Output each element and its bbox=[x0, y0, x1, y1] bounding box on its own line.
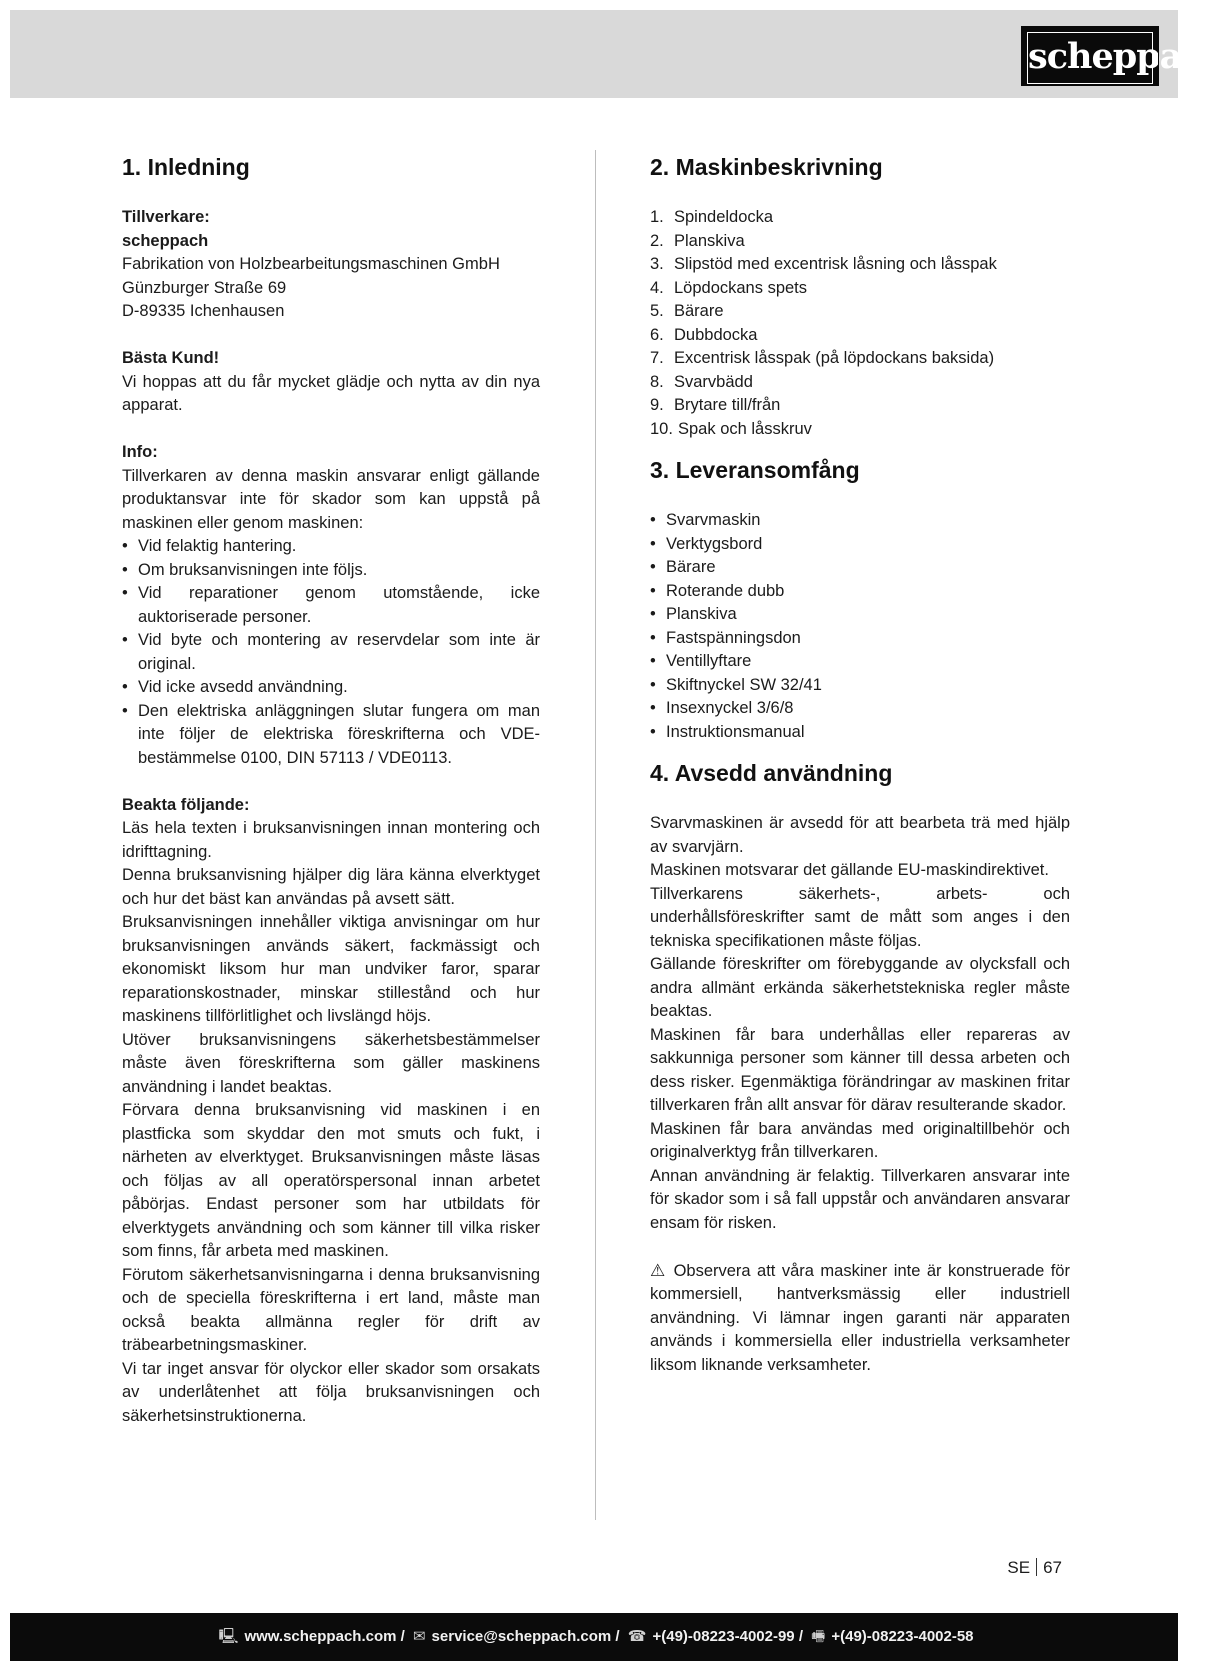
info-block bbox=[122, 441, 540, 770]
delivery-list bbox=[650, 509, 1070, 744]
use-paragraph: Maskinen får bara underhållas eller repareras av sakkunniga personer som känner till dessa arbeten och dess risker. Egenmäktiga förändringar av maskinen fritar tillverkaren från allt ansvar för därav resulterande skador. bbox=[650, 1025, 1070, 1114]
manufacturer-block bbox=[122, 206, 540, 324]
left-column bbox=[122, 150, 540, 1452]
list-item: 8. Svarvbädd bbox=[650, 372, 753, 391]
list-item: • Insexnyckel 3/6/8 bbox=[650, 697, 1070, 721]
footer-email: service@scheppach.com / bbox=[431, 1628, 620, 1645]
list-item: 9. Brytare till/från bbox=[650, 396, 781, 414]
list-item: • Ventillyftare bbox=[650, 650, 1070, 674]
use-paragraph: Svarvmaskinen är avsedd för att bearbeta trä med hjälp av svarvjärn. bbox=[650, 814, 1070, 856]
note-block bbox=[122, 794, 540, 1429]
right-column bbox=[650, 150, 1070, 1377]
manufacturer-company: Fabrikation von Holzbearbeitungsmaschinen GmbH bbox=[122, 255, 500, 273]
manufacturer-street: Günzburger Straße 69 bbox=[122, 278, 287, 297]
footer-website: www.scheppach.com / bbox=[244, 1628, 405, 1645]
warning-icon: ⚠ bbox=[650, 1260, 668, 1280]
mail-icon: ✉ bbox=[412, 1628, 426, 1645]
note-paragraph: Vi tar inget ansvar för olyckor eller skador som orsakats av underlåtenhet att följa bruksanvisningen och säkerhetsinstruktionerna. bbox=[122, 1359, 540, 1425]
section-heading-intended-use: 4. Avsedd användning bbox=[650, 760, 893, 786]
greeting-text: Vi hoppas att du får mycket glädje och nytta av din nya apparat. bbox=[122, 372, 540, 414]
page-number-value: 67 bbox=[1043, 1558, 1062, 1577]
warning-text: Observera att våra maskiner inte är konstruerade för kommersiell, hantverksmässig eller industriell användning. Vi lämnar ingen garanti när apparaten används i kommersiella eller industriella verksamheter liksom liknande verksamheter. bbox=[650, 1261, 1070, 1374]
list-item: 3. Slipstöd med excentrisk låsning och låsspak bbox=[650, 255, 997, 273]
intended-use-block bbox=[650, 812, 1070, 1235]
list-item: • Fastspänningsdon bbox=[650, 627, 1070, 651]
list-item: • Vid icke avsedd användning. bbox=[122, 676, 540, 700]
fax-icon: 🖷 bbox=[811, 1628, 826, 1645]
manufacturer-label: Tillverkare: bbox=[122, 208, 210, 226]
greeting-block bbox=[122, 347, 540, 418]
page-number bbox=[1007, 1558, 1062, 1578]
list-item: • Om bruksanvisningen inte följs. bbox=[122, 559, 540, 583]
warning-note bbox=[650, 1259, 1070, 1378]
info-list bbox=[122, 535, 540, 770]
note-paragraph: Bruksanvisningen innehåller viktiga anvisningar om hur bruksanvisningen används säkert, fackmässigt och ekonomiskt liksom hur man undviker faror, sparar reparationskostnader, minskar stillestånd och hur maskinens tillförlitlighet och livslängd höjs. bbox=[122, 913, 540, 1025]
section-heading-introduction: 1. Inledning bbox=[122, 154, 250, 180]
list-item: 2. Planskiva bbox=[650, 231, 745, 250]
list-item: • Skiftnyckel SW 32/41 bbox=[650, 674, 1070, 698]
page-language: SE bbox=[1007, 1558, 1031, 1577]
page-header bbox=[10, 10, 1226, 98]
note-paragraph: Utöver bruksanvisningens säkerhetsbestämmelser måste även föreskrifterna som gäller maskinens användning i landet beaktas. bbox=[122, 1030, 540, 1096]
info-label: Info: bbox=[122, 443, 158, 461]
use-paragraph: Annan användning är felaktig. Tillverkaren ansvarar inte för skador som i så fall uppstår och användaren ansvarar ensam för risken. bbox=[650, 1166, 1070, 1232]
use-paragraph: Tillverkarens säkerhets-, arbets- och underhållsföreskrifter samt de mått som anges i den tekniska specifikationen måste följas. bbox=[650, 884, 1070, 950]
list-item: • Bärare bbox=[650, 556, 1070, 580]
list-item: 10. Spak och låsskruv bbox=[650, 419, 812, 438]
list-item: • Instruktionsmanual bbox=[650, 721, 1070, 745]
page-separator bbox=[1036, 1558, 1037, 1576]
list-item: • Verktygsbord bbox=[650, 533, 1070, 557]
list-item: • Planskiva bbox=[650, 603, 1070, 627]
list-item: • Vid felaktig hantering. bbox=[122, 535, 540, 559]
note-paragraph: Denna bruksanvisning hjälper dig lära känna elverktyget och hur det bäst kan användas på avsett sätt. bbox=[122, 866, 540, 908]
note-label: Beakta följande: bbox=[122, 795, 250, 814]
scheppach-logo bbox=[1022, 27, 1226, 85]
logo-text: scheppach bbox=[1027, 32, 1153, 84]
computer-icon: 🖳 bbox=[218, 1628, 239, 1645]
manufacturer-city: D-89335 Ichenhausen bbox=[122, 302, 285, 320]
section-heading-delivery: 3. Leveransomfång bbox=[650, 457, 860, 483]
section-heading-machine-description: 2. Maskinbeskrivning bbox=[650, 154, 883, 180]
footer-phone: +(49)-08223-4002-99 / bbox=[652, 1628, 803, 1645]
use-paragraph: Maskinen motsvarar det gällande EU-maskindirektivet. bbox=[650, 861, 1049, 879]
note-paragraph: Förvara denna bruksanvisning vid maskinen i en plastficka som skyddar den mot smuts och fukt, i närheten av elverktyget. Bruksanvisningen måste läsas och följas av all operatörspersonal innan arbetet påbörjas. Endast personer som har utbildats för elverktygets användning och som känner till vilka risker som finns, får arbeta med maskinen. bbox=[122, 1101, 540, 1260]
list-item: • Vid reparationer genom utomstående, icke auktoriserade personer. bbox=[122, 582, 540, 629]
list-item: 1. Spindeldocka bbox=[650, 208, 774, 226]
use-paragraph: Gällande föreskrifter om förebyggande av olycksfall och andra allmänt erkända säkerhetstekniska regler måste beaktas. bbox=[650, 955, 1070, 1020]
note-paragraph: Läs hela texten i bruksanvisningen innan montering och idrifttagning. bbox=[122, 819, 540, 861]
phone-icon: ☎ bbox=[627, 1628, 647, 1645]
list-item: • Svarvmaskin bbox=[650, 509, 1070, 533]
info-text: Tillverkaren av denna maskin ansvarar enligt gällande produktansvar inte för skador som kan uppstå på maskinen eller genom maskinen: bbox=[122, 466, 540, 532]
footer-fax: +(49)-08223-4002-58 bbox=[831, 1628, 974, 1645]
column-divider bbox=[595, 150, 596, 1520]
list-item: 6. Dubbdocka bbox=[650, 325, 758, 344]
list-item: • Den elektriska anläggningen slutar fungera om man inte följer de elektriska föreskrifterna och VDE-bestämmelse 0100, DIN 57113 / VDE0113. bbox=[122, 700, 540, 771]
manufacturer-name: scheppach bbox=[122, 231, 209, 250]
page-footer bbox=[10, 1613, 1178, 1661]
greeting-label: Bästa Kund! bbox=[122, 349, 220, 367]
list-item: • Roterande dubb bbox=[650, 580, 1070, 604]
use-paragraph: Maskinen får bara användas med originaltillbehör och originalverktyg från tillverkaren. bbox=[650, 1119, 1070, 1161]
list-item: • Vid byte och montering av reservdelar som inte är original. bbox=[122, 629, 540, 676]
list-item: 5. Bärare bbox=[650, 302, 724, 320]
parts-list bbox=[650, 206, 1070, 441]
list-item: 4. Löpdockans spets bbox=[650, 278, 808, 297]
list-item: 7. Excentrisk låsspak (på löpdockans baksida) bbox=[650, 349, 995, 367]
note-paragraph: Förutom säkerhetsanvisningarna i denna bruksanvisning och de speciella föreskrifterna i ert land, måste man också beakta allmänna regler för drift av träbearbetningsmaskiner. bbox=[122, 1265, 540, 1354]
